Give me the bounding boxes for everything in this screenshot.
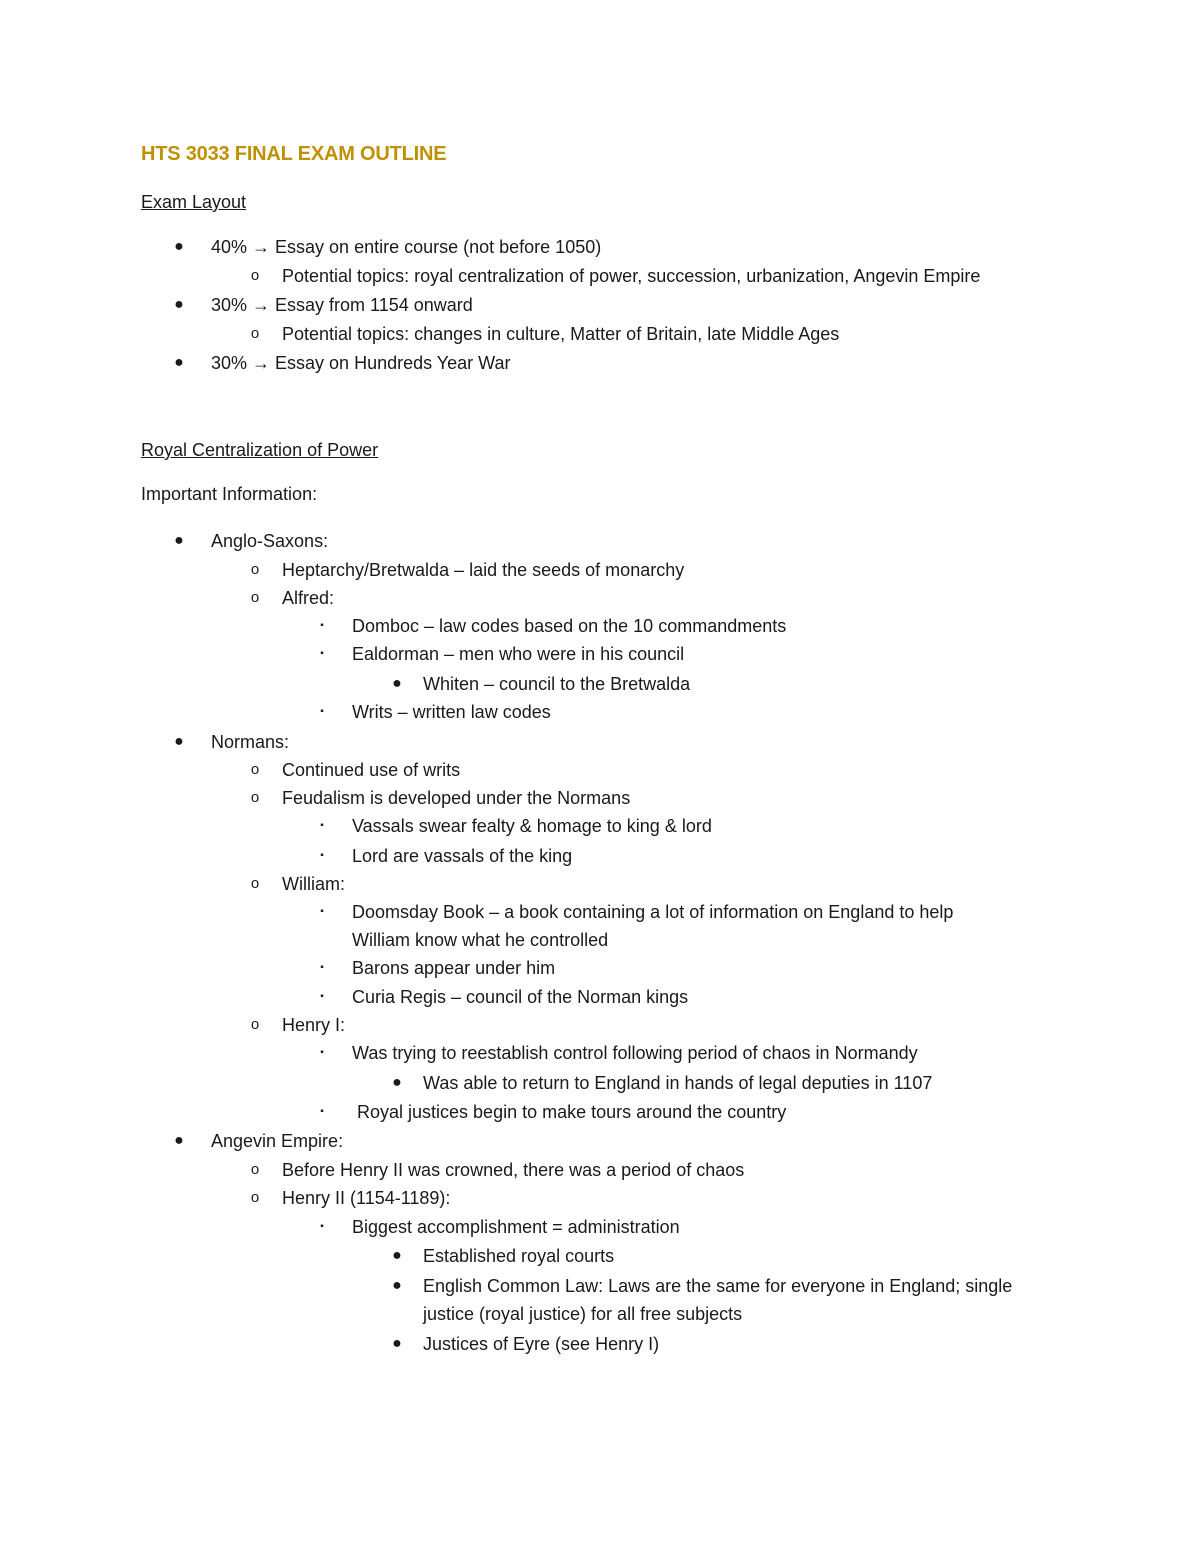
bullet-icon: ▪ [320,706,324,717]
list-item-text: 30% → Essay on Hundreds Year War [211,353,511,373]
bullet-icon: o [250,325,260,342]
list-item-text: Doomsday Book – a book containing a lot of information on England to help [352,902,954,922]
list-item-text: Vassals swear fealty & homage to king & lord [352,816,712,836]
list-item-text: 40% → Essay on entire course (not before 1050) [211,237,602,257]
bullet-icon: ● [174,1132,184,1149]
bullet-icon: ▪ [320,962,324,973]
list-item-text: Lord are vassals of the king [352,846,573,866]
bullet-icon: ▪ [320,1047,324,1058]
list-item-text: Feudalism is developed under the Normans [282,788,631,808]
exam-layout-heading: Exam Layout [141,192,247,212]
list-item-text: Biggest accomplishment = administration [352,1217,680,1237]
list-item-text: William know what he controlled [352,930,609,950]
bullet-icon: ▪ [320,991,324,1002]
bullet-icon: ● [174,296,184,313]
list-item-text: Was trying to reestablish control following period of chaos in Normandy [352,1043,918,1063]
bullet-icon: o [250,1161,260,1178]
bullet-icon: ● [392,675,402,692]
list-item-text: Was able to return to England in hands of legal deputies in 1107 [423,1073,933,1093]
list-item-text: Established royal courts [423,1246,615,1266]
document-title: HTS 3033 FINAL EXAM OUTLINE [141,143,447,165]
bullet-icon: ● [392,1247,402,1264]
bullet-icon: o [250,1016,260,1033]
bullet-icon: ● [174,733,184,750]
bullet-icon: ● [392,1335,402,1352]
list-item-text: Henry II (1154-1189): [282,1188,451,1208]
list-item-text: Whiten – council to the Bretwalda [423,674,691,694]
bullet-icon: o [250,561,260,578]
bullet-icon: ▪ [320,1221,324,1232]
list-item-text: justice (royal justice) for all free subjects [423,1304,743,1324]
list-item-text: Before Henry II was crowned, there was a period of chaos [282,1160,745,1180]
list-item-text: Potential topics: royal centralization of power, succession, urbanization, Angevin Empire [282,266,981,286]
list-item-text: English Common Law: Laws are the same for everyone in England; single [423,1276,1013,1296]
bullet-icon: o [250,589,260,606]
list-item-text: Royal justices begin to make tours around the country [357,1102,787,1122]
bullet-icon: ▪ [320,1106,324,1117]
list-item-text: Barons appear under him [352,958,556,978]
bullet-icon: ● [392,1074,402,1091]
list-item-text: Domboc – law codes based on the 10 commandments [352,616,787,636]
list-item-text: Potential topics: changes in culture, Matter of Britain, late Middle Ages [282,324,840,344]
bullet-icon: o [250,267,260,284]
bullet-icon: ▪ [320,620,324,631]
list-item-text: Henry I: [282,1015,346,1035]
list-item-text: Continued use of writs [282,760,461,780]
list-item-text: Heptarchy/Bretwalda – laid the seeds of monarchy [282,560,685,580]
list-item-text: Ealdorman – men who were in his council [352,644,685,664]
bullet-icon: o [250,875,260,892]
bullet-icon: o [250,1189,260,1206]
list-item-text: Justices of Eyre (see Henry I) [423,1334,660,1354]
list-item-text: Anglo-Saxons: [211,531,329,551]
list-item-text: Normans: [211,732,290,752]
list-item-text: Angevin Empire: [211,1131,344,1151]
bullet-icon: ● [174,532,184,549]
royal-centralization-heading: Royal Centralization of Power [141,440,379,460]
list-item-text: Writs – written law codes [352,702,551,722]
bullet-icon: ▪ [320,648,324,659]
bullet-icon: ● [174,238,184,255]
list-item-text: Curia Regis – council of the Norman kings [352,987,689,1007]
bullet-icon: ● [392,1277,402,1294]
bullet-icon: o [250,761,260,778]
bullet-icon: o [250,789,260,806]
list-item-text: Alfred: [282,588,335,608]
list-item-text: 30% → Essay from 1154 onward [211,295,473,315]
list-item-text: William: [282,874,345,894]
important-information-label: Important Information: [141,484,318,504]
bullet-icon: ▪ [320,820,324,831]
bullet-icon: ● [174,354,184,371]
bullet-icon: ▪ [320,850,324,861]
bullet-icon: ▪ [320,906,324,917]
